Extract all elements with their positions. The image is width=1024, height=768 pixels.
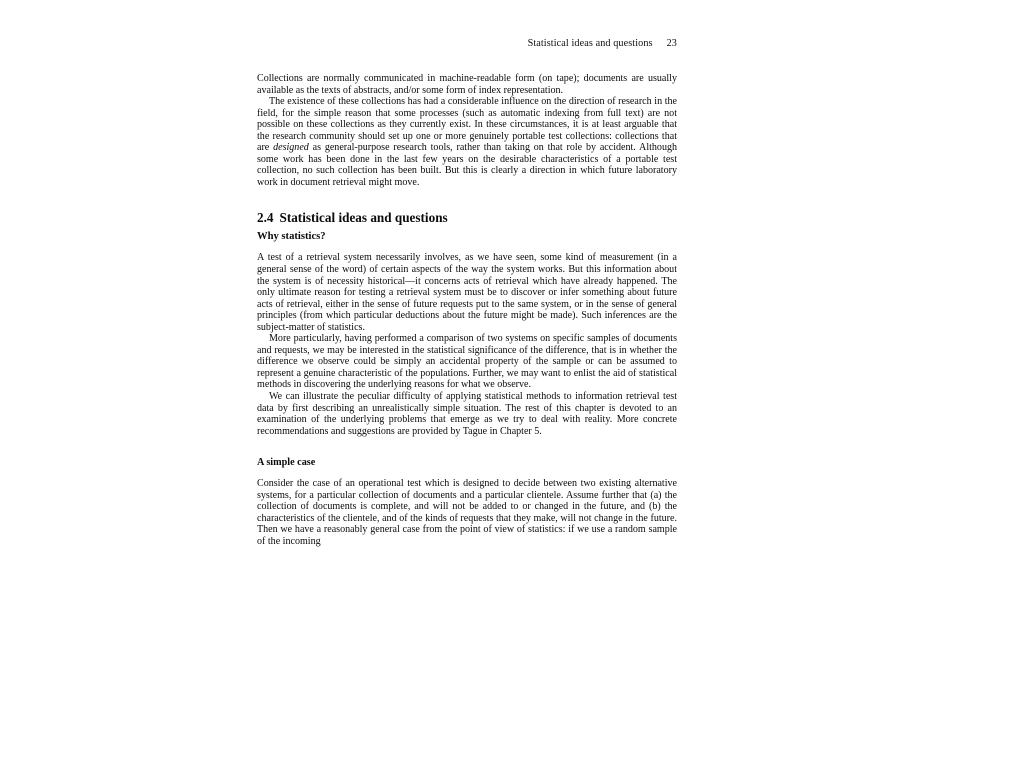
paragraph: Consider the case of an operational test which is designed to decide between two existing alternative systems, for a particular collection of documents and a particular clientele. Assume further that (a) the collection of documents is complete, and will not be added to or changed in the future, and (b) the characteristics of the clientele, and of the kinds of requests that they make, will not change in the future. Then we have a reasonably general case from the point of view of statistics: if we use a random sample of the incoming bbox=[257, 478, 677, 547]
section-title: Statistical ideas and questions bbox=[279, 210, 448, 226]
paragraph: Collections are normally communicated in machine-readable form (on tape); documents are usually available as the texts of abstracts, and/or some form of index representation. bbox=[257, 73, 677, 96]
paragraph-text: as general-purpose research tools, rather than taking on that role by accident. Although some work has been done in the last few years on the desirable characteristics of a portable test collection, no such collection has been built. But this is clearly a direction in which future laboratory work in document retrieval might move. bbox=[257, 142, 678, 188]
intro-text bbox=[257, 73, 677, 188]
subheading-why-statistics: Why statistics? bbox=[257, 231, 326, 243]
section-number: 2.4 bbox=[257, 210, 274, 226]
page-number: 23 bbox=[666, 38, 677, 49]
paragraph-text: The existence of these collections has had a considerable influence on the direction of research in the field, for the simple reason that some processes (such as automatic indexing from full text) are not possible on these collections as they currently exist. In these circumstances, it is at least arguable that the research community should set up one or more genuinely portable test collections: collections that are bbox=[257, 96, 677, 154]
emphasis-designed: designed bbox=[273, 142, 309, 154]
section-heading bbox=[257, 210, 677, 225]
paragraph: We can illustrate the peculiar difficulty of applying statistical methods to information retrieval test data by first describing an unrealistically simple situation. The rest of this chapter is devoted to an examination of the underlying problems that emerge as we try to deal with reality. More concrete recommendations and suggestions are provided by Tague in Chapter 5. bbox=[257, 391, 677, 437]
paragraph: A test of a retrieval system necessarily involves, as we have seen, some kind of measurement (in a general sense of the word) of certain aspects of the way the system works. But this information about the system is of necessity historical—it concerns acts of retrieval which have already happened. The only ultimate reason for testing a retrieval system must be to discover or infer something about future acts of retrieval, either in the sense of future requests put to the same system, or in the sense of general principles (from which particular deductions about the future might be made). Such inferences are the subject-matter of statistics. bbox=[257, 252, 677, 333]
subheading-simple-case: A simple case bbox=[257, 457, 316, 469]
running-head-title: Statistical ideas and questions bbox=[527, 38, 653, 49]
running-head bbox=[257, 38, 677, 49]
paragraph bbox=[257, 96, 677, 188]
paragraph: More particularly, having performed a comparison of two systems on specific samples of documents and requests, we may be interested in the statistical significance of the difference, that is in whether the difference we observe could be simply an accidental property of the sample or can be assumed to represent a genuine characteristic of the populations. Further, we may want to enlist the aid of statistical methods in discovering the underlying reasons for what we observe. bbox=[257, 333, 677, 391]
book-page bbox=[257, 38, 677, 728]
